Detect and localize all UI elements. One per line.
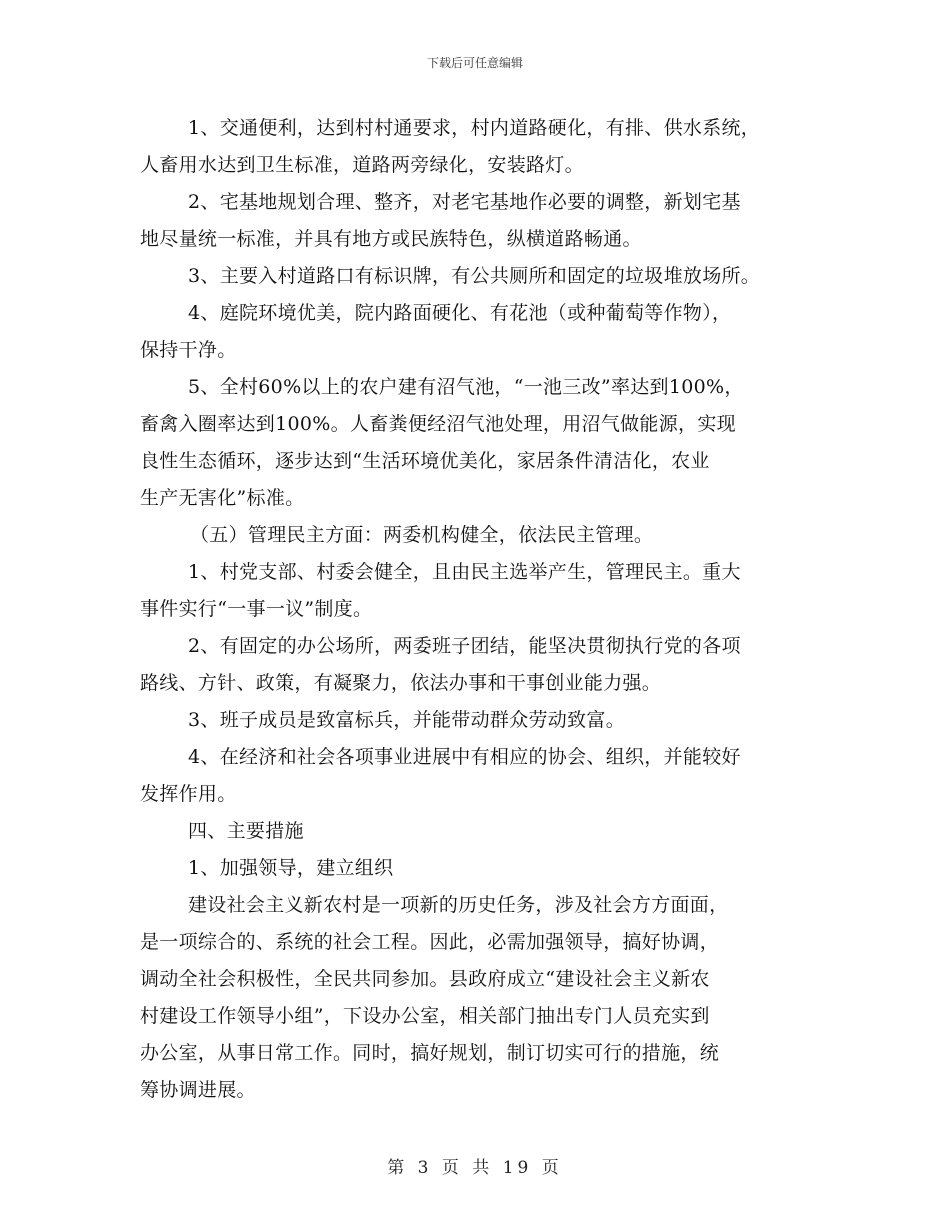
paragraph-line: 良性生态循环，逐步达到“生活环境优美化，家居条件清洁化，农业 [140, 450, 710, 472]
paragraph-line: 1、村党支部、村委会健全，且由民主选举产生，管理民主。重大 [188, 561, 741, 583]
paragraph-line: 人畜用水达到卫生标准，道路两旁绿化，安装路灯。 [140, 154, 584, 176]
paragraph-line: 4、庭院环境优美，院内路面硬化、有花池（或种葡萄等作物）， [188, 302, 732, 324]
paragraph-line: 生产无害化”标准。 [140, 487, 305, 509]
page-header: 下载后可任意编辑 [426, 56, 523, 70]
paragraph-line: 保持干净。 [140, 339, 237, 361]
document-body [140, 110, 820, 1109]
paragraph-line: 调动全社会积极性，全民共同参加。县政府成立“建设社会主义新农 [140, 968, 710, 990]
paragraph-line: 3、班子成员是致富标兵，并能带动群众劳动致富。 [188, 709, 625, 731]
paragraph-line: 畜禽入圈率达到100%。人畜粪便经沼气池处理，用沼气做能源，实现 [140, 413, 736, 435]
page-number-footer: 第 3 页 共 19 页 [387, 1158, 563, 1178]
paragraph-line: 建设社会主义新农村是一项新的历史任务，涉及社会方方面面， [188, 894, 729, 916]
subsection-heading: 1、加强领导，建立组织 [188, 857, 394, 879]
paragraph-line: 发挥作用。 [140, 783, 237, 805]
paragraph-line: 筹协调进展。 [140, 1079, 256, 1101]
paragraph-line: 村建设工作领导小组”，下设办公室，相关部门抽出专门人员充实到 [140, 1005, 710, 1027]
section-heading: （五）管理民主方面：两委机构健全，依法民主管理。 [190, 524, 654, 546]
paragraph-line: 路线、方针、政策，有凝聚力，依法办事和干事创业能力强。 [140, 672, 662, 694]
paragraph-line: 3、主要入村道路口有标识牌，有公共厕所和固定的垃圾堆放场所。 [188, 265, 761, 287]
paragraph-line: 办公室，从事日常工作。同时，搞好规划，制订切实可行的措施，统 [140, 1042, 720, 1064]
section-heading: 四、主要措施 [188, 820, 304, 842]
paragraph-line: 2、宅基地规划合理、整齐，对老宅基地作必要的调整，新划宅基 [188, 191, 741, 213]
paragraph-line: 地尽量统一标准，并具有地方或民族特色，纵横道路畅通。 [140, 228, 642, 250]
paragraph-line: 2、有固定的办公场所，两委班子团结，能坚决贯彻执行党的各项 [188, 635, 741, 657]
paragraph-line: 1、交通便利，达到村村通要求，村内道路硬化，有排、供水系统， [188, 117, 761, 139]
paragraph-line: 是一项综合的、系统的社会工程。因此，必需加强领导，搞好协调， [140, 931, 720, 953]
paragraph-line: 4、在经济和社会各项事业进展中有相应的协会、组织，并能较好 [188, 746, 741, 768]
paragraph-line: 5、全村60%以上的农户建有沼气池，“一池三改”率达到100%， [188, 376, 744, 398]
paragraph-line: 事件实行“一事一议”制度。 [140, 598, 373, 620]
